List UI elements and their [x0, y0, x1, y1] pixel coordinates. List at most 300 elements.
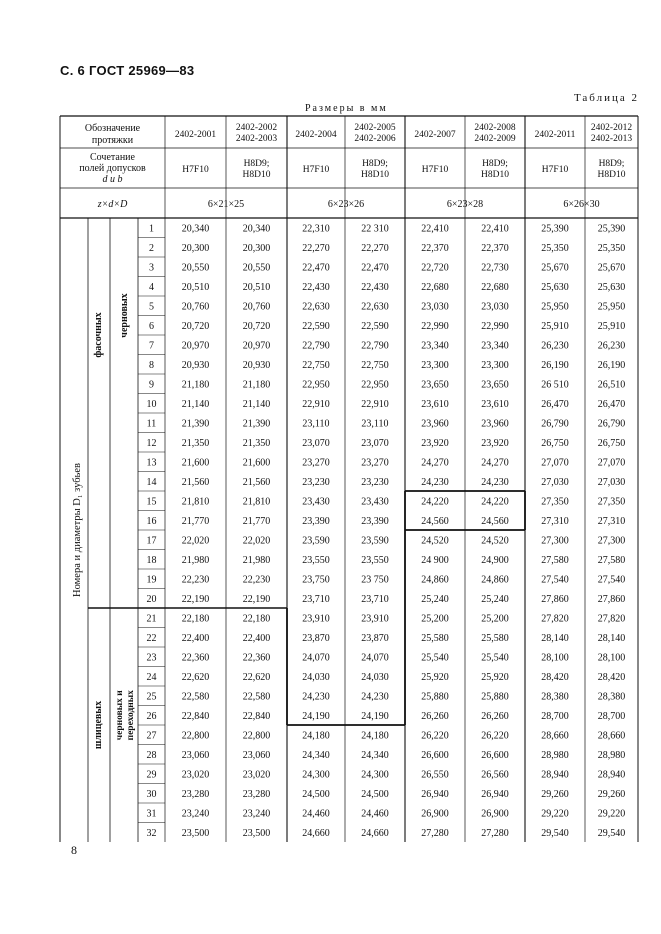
table-cell: 24,230: [421, 477, 449, 488]
designation-cell: 2402-2012: [590, 123, 633, 133]
table-cell: 24,500: [361, 789, 389, 800]
table-cell: 23,500: [242, 828, 271, 839]
table-cell: 28,700: [597, 711, 626, 722]
table-cell: 25,200: [481, 613, 509, 625]
table-cell: 26,560: [481, 769, 509, 781]
table-cell: 28,420: [597, 672, 626, 683]
table-cell: 22,840: [242, 711, 271, 722]
table-cell: 22,190: [181, 594, 210, 605]
table-cell: 26,190: [541, 360, 569, 371]
row-number: 32: [146, 828, 157, 839]
designation-cell: 2402-2013: [590, 134, 633, 144]
table-cell: 22,020: [181, 535, 210, 547]
table-cell: 23,430: [302, 496, 330, 508]
table-cell: 28,660: [541, 730, 569, 742]
table-cell: 23,650: [481, 379, 509, 391]
table-cell: 22,410: [481, 223, 509, 235]
table-cell: 26,790: [541, 418, 569, 430]
table-cell: 22,840: [181, 711, 210, 722]
table-cell: 24,180: [361, 730, 389, 742]
table-cell: 23,110: [361, 418, 389, 430]
row-number: 14: [146, 477, 157, 488]
row-number: 28: [146, 750, 157, 761]
table-cell: 27,540: [597, 574, 626, 586]
table-cell: 26,790: [597, 418, 626, 430]
table-cell: 23,070: [302, 438, 330, 449]
table-cell: 25,580: [421, 633, 449, 644]
table-cell: 20,970: [181, 340, 210, 352]
table-cell: 22,580: [242, 691, 271, 703]
table-cell: 20,720: [242, 321, 271, 332]
table-cell: 28,100: [597, 652, 626, 664]
table-cell: 23,550: [302, 555, 330, 566]
table-cell: 22,230: [181, 574, 210, 586]
table-cell: 23,910: [302, 613, 330, 625]
tolerance-cell: H7F10: [302, 165, 330, 175]
table-cell: 25,390: [597, 223, 626, 235]
table-cell: 26,190: [597, 360, 626, 371]
table-cell: 28,420: [541, 672, 569, 683]
designation-cell: 2402-2003: [235, 134, 278, 144]
tolerance-cell: H8D10: [597, 170, 626, 180]
designation-cell: 2402-2008: [474, 123, 516, 133]
table-cell: 24,860: [421, 574, 449, 586]
row-number: 16: [146, 516, 157, 527]
designation-cell: 2402-2009: [474, 134, 516, 144]
table-cell: 22,470: [302, 262, 330, 274]
table-cell: 26,260: [421, 711, 449, 722]
table-cell: 22,590: [302, 321, 330, 332]
table-cell: 23,340: [481, 340, 509, 352]
tolerance-header: d и b: [102, 174, 123, 185]
table-cell: 26 510: [541, 379, 569, 391]
table-cell: 25,950: [597, 301, 626, 313]
table-cell: 29,220: [541, 808, 569, 820]
row-number: 20: [146, 594, 157, 605]
table-cell: 20,930: [242, 360, 271, 371]
row-number: 11: [146, 418, 157, 430]
table-cell: 23,270: [302, 457, 330, 469]
table-cell: 24,460: [302, 808, 330, 820]
table-cell: 22,360: [242, 652, 271, 664]
table-cell: 23,020: [242, 769, 271, 781]
table-cell: 23,300: [421, 360, 449, 371]
table-cell: 22,630: [302, 301, 330, 313]
table-cell: 21,810: [242, 496, 271, 508]
table-cell: 21,390: [181, 418, 210, 430]
table-cell: 25,580: [481, 633, 509, 644]
table-cell: 25,880: [421, 691, 449, 703]
table-cell: 23,870: [361, 633, 389, 644]
table-cell: 27,280: [421, 828, 449, 839]
table-cell: 22,680: [481, 282, 509, 293]
table-cell: 22,270: [302, 243, 330, 254]
designation-cell: 2402-2007: [414, 130, 456, 140]
table-cell: 20,970: [242, 340, 271, 352]
table-cell: 25,910: [541, 321, 569, 332]
table-cell: 28,700: [541, 711, 569, 722]
table-cell: 29,540: [597, 828, 626, 839]
table-cell: 22,400: [242, 633, 271, 644]
table-cell: 21,350: [242, 438, 271, 449]
tolerance-cell: H8D10: [361, 170, 389, 180]
table-cell: 23,610: [481, 399, 509, 410]
table-cell: 24,660: [302, 828, 330, 839]
table-cell: 28,380: [541, 691, 569, 703]
table-cell: 26,900: [421, 808, 449, 820]
size-group: 6×26×30: [563, 199, 600, 210]
table-cell: 26,230: [597, 340, 626, 352]
table-cell: 23,920: [421, 438, 449, 449]
shlicevyh-label: шлицевых: [93, 700, 104, 750]
table-cell: 25,910: [597, 321, 626, 332]
table-cell: 21,140: [242, 399, 271, 410]
table-cell: 23,550: [361, 555, 389, 566]
table-cell: 29,540: [541, 828, 569, 839]
table-cell: 23,030: [421, 301, 449, 313]
table-cell: 26,220: [421, 730, 449, 742]
table-cell: 20,760: [181, 301, 210, 313]
table-cell: 22,950: [361, 379, 389, 391]
row-number: 31: [146, 808, 157, 820]
designation-cell: 2402-2011: [534, 130, 576, 140]
table-cell: 27,820: [541, 613, 569, 625]
table-cell: 25,390: [541, 223, 569, 235]
table-cell: 23 750: [361, 574, 389, 586]
table-cell: 22,750: [302, 360, 330, 371]
table-cell: 23,300: [481, 360, 509, 371]
fasochnyh-label: фасочных: [93, 312, 104, 358]
row-number: 8: [149, 360, 154, 371]
table-cell: 28,980: [597, 750, 626, 761]
table-cell: 28,660: [597, 730, 626, 742]
table-cell: 27,300: [597, 535, 626, 547]
table-cell: 27,820: [597, 613, 626, 625]
table-cell: 24,460: [361, 808, 389, 820]
table-cell: 22,310: [302, 223, 330, 235]
table-cell: 21,180: [242, 379, 271, 391]
table-cell: 22,410: [421, 223, 449, 235]
table-cell: 22,950: [302, 379, 330, 391]
table-cell: 22,360: [181, 652, 210, 664]
table-cell: 22,180: [242, 613, 271, 625]
table-cell: 25,670: [597, 262, 626, 274]
designation-header: Обозначение: [84, 123, 141, 134]
table-cell: 27,860: [541, 594, 569, 605]
table-cell: 23,230: [361, 477, 389, 488]
table-cell: 24,340: [302, 750, 330, 761]
table-cell: 23,030: [481, 301, 509, 313]
table-cell: 20,340: [181, 223, 210, 235]
table-cell: 20,300: [181, 243, 210, 254]
tolerance-cell: H8D10: [242, 170, 271, 180]
table-cell: 21,980: [181, 555, 210, 566]
table-cell: 24,070: [361, 652, 389, 664]
designation-cell: 2402-2004: [295, 130, 337, 140]
table-cell: 27,030: [597, 477, 626, 488]
table-cell: 26,750: [597, 438, 626, 449]
row-number: 7: [149, 340, 154, 352]
table-cell: 27,860: [597, 594, 626, 605]
row-number: 13: [146, 457, 157, 469]
table-cell: 25,670: [541, 262, 569, 274]
table-cell: 22,990: [481, 321, 509, 332]
table-cell: 23,710: [361, 594, 389, 605]
chernovyh-label: черновых: [119, 293, 130, 338]
table-cell: 23,110: [302, 418, 330, 430]
table-cell: 22,400: [181, 633, 210, 644]
table-cell: 24,520: [481, 535, 509, 547]
table-cell: 25,630: [541, 282, 569, 293]
table-cell: 22,790: [361, 340, 389, 352]
table-cell: 23,270: [361, 457, 389, 469]
table-cell: 21,980: [242, 555, 271, 566]
row-number: 27: [146, 730, 157, 742]
row-number: 21: [146, 613, 157, 625]
table-cell: 26,470: [597, 399, 626, 410]
table-cell: 24,860: [481, 574, 509, 586]
table-cell: 22,580: [181, 691, 210, 703]
table-label: Таблица 2: [573, 92, 639, 104]
table-cell: 28,940: [597, 769, 626, 781]
table-cell: 23,960: [481, 418, 509, 430]
table-cell: 24,270: [481, 457, 509, 469]
table-cell: 22,910: [302, 399, 330, 410]
row-number: 15: [146, 496, 157, 508]
table-cell: 23,070: [361, 438, 389, 449]
table-cell: 22,620: [242, 672, 271, 683]
table-cell: 21,600: [181, 457, 210, 469]
row-number: 26: [146, 711, 157, 722]
table-cell: 24,900: [481, 555, 509, 566]
table-cell: 24,030: [361, 672, 389, 683]
tolerance-cell: H7F10: [421, 165, 449, 175]
page-number: 8: [71, 843, 77, 857]
table-cell: 27,300: [541, 535, 569, 547]
table-cell: 22,430: [361, 282, 389, 293]
page-header: С. 6 ГОСТ 25969—83: [60, 63, 195, 78]
row-number: 4: [149, 282, 154, 293]
table-cell: 23,650: [421, 379, 449, 391]
row-number: 22: [146, 633, 157, 644]
table-cell: 21,140: [181, 399, 210, 410]
tolerance-cell: H7F10: [182, 165, 209, 175]
table-cell: 23,060: [242, 750, 271, 761]
table-cell: 21,770: [242, 516, 271, 527]
table-cell: 25,950: [541, 301, 569, 313]
table-cell: 21,560: [242, 477, 271, 488]
table-cell: 20,510: [181, 282, 210, 293]
table-cell: 22,800: [181, 730, 210, 742]
tolerance-cell: H8D9;: [598, 159, 625, 169]
size-header: z×d×D: [97, 199, 128, 210]
table-cell: 27,580: [541, 555, 569, 566]
table-cell: 24,500: [302, 789, 330, 800]
table-cell: 22,180: [181, 613, 210, 625]
table-cell: 24,190: [361, 711, 389, 722]
table-cell: 28,140: [597, 633, 626, 644]
row-number: 12: [146, 438, 157, 449]
table-cell: 25,880: [481, 691, 509, 703]
table-cell: 23,060: [181, 750, 210, 761]
tolerance-cell: H8D10: [481, 170, 509, 180]
table-cell: 23,870: [302, 633, 330, 644]
designation-cell: 2402-2005: [354, 123, 396, 133]
table-cell: 22,190: [242, 594, 271, 605]
row-number: 10: [146, 399, 157, 410]
row-number: 19: [146, 574, 157, 586]
table-cell: 24,230: [302, 691, 330, 703]
table-cell: 24,230: [361, 691, 389, 703]
row-number: 5: [149, 301, 154, 313]
row-number: 24: [146, 672, 157, 683]
table-cell: 24,340: [361, 750, 389, 761]
table-cell: 20,760: [242, 301, 271, 313]
table-cell: 23,430: [361, 496, 389, 508]
table-cell: 22,990: [421, 321, 449, 332]
table-cell: 23,750: [302, 574, 330, 586]
table-cell: 25,240: [481, 594, 509, 605]
table-cell: 24,220: [481, 496, 509, 508]
table-cell: 23,020: [181, 769, 210, 781]
table-cell: 22,370: [481, 243, 509, 254]
table-cell: 27,070: [597, 457, 626, 469]
table-cell: 22,370: [421, 243, 449, 254]
table-cell: 29,220: [597, 808, 626, 820]
table-cell: 23,230: [302, 477, 330, 488]
table-cell: 25,540: [421, 652, 449, 664]
table-cell: 27,580: [597, 555, 626, 566]
table-cell: 22,720: [421, 262, 449, 274]
table-cell: 25,350: [597, 243, 626, 254]
row-number: 3: [149, 262, 154, 274]
size-group: 6×21×25: [207, 199, 245, 210]
table-cell: 28,980: [541, 750, 569, 761]
table-cell: 26,600: [481, 750, 509, 761]
table-cell: 23,610: [421, 399, 449, 410]
table-cell: 27,350: [541, 496, 569, 508]
table-cell: 29,260: [597, 789, 626, 800]
table-cell: 22,430: [302, 282, 330, 293]
table-cell: 25,540: [481, 652, 509, 664]
row-number: 30: [146, 789, 157, 800]
table-cell: 22,730: [481, 262, 509, 274]
table-cell: 26,510: [597, 379, 626, 391]
tolerance-cell: H7F10: [541, 165, 569, 175]
sizes-note: Размеры в мм: [305, 103, 388, 114]
tolerance-header: Сочетание: [90, 152, 135, 163]
table-cell: 21,770: [181, 516, 210, 527]
table-cell: 21,560: [181, 477, 210, 488]
table-cell: 24,270: [421, 457, 449, 469]
table-cell: 22 310: [361, 223, 389, 235]
table-cell: 23,960: [421, 418, 449, 430]
table-cell: 20,300: [242, 243, 271, 254]
table-cell: 20,510: [242, 282, 271, 293]
row-number: 17: [146, 535, 157, 547]
table-cell: 27,540: [541, 574, 569, 586]
table-cell: 22,750: [361, 360, 389, 371]
table-cell: 20,550: [181, 262, 210, 274]
table-cell: 23,920: [481, 438, 509, 449]
table-cell: 27,030: [541, 477, 569, 488]
table-cell: 20,550: [242, 262, 271, 274]
table-cell: 24,520: [421, 535, 449, 547]
table-cell: 23,280: [181, 789, 210, 800]
table-cell: 26,550: [421, 769, 449, 781]
designation-header: протяжки: [91, 135, 134, 146]
table-cell: 26,600: [421, 750, 449, 761]
row-number: 9: [149, 379, 154, 391]
tolerance-header: полей допусков: [79, 163, 146, 174]
row-number: 1: [149, 223, 154, 235]
row-number: 2: [149, 243, 154, 254]
tolerance-cell: H8D9;: [362, 159, 388, 169]
table-cell: 29,260: [541, 789, 569, 800]
table-cell: 23,390: [302, 516, 330, 527]
size-group: 6×23×28: [446, 199, 484, 210]
table-cell: 27,310: [597, 516, 626, 527]
table-cell: 27,070: [541, 457, 569, 469]
designation-cell: 2402-2002: [235, 123, 278, 133]
table-cell: 20,930: [181, 360, 210, 371]
row-number: 25: [146, 691, 157, 703]
table-cell: 25,630: [597, 282, 626, 293]
table-cell: 24,230: [481, 477, 509, 488]
table-cell: 26,940: [481, 789, 509, 800]
table-cell: 22,230: [242, 574, 271, 586]
table-cell: 28,140: [541, 633, 569, 644]
table-cell: 21,810: [181, 496, 210, 508]
designation-cell: 2402-2001: [174, 130, 217, 140]
table-cell: 27,350: [597, 496, 626, 508]
perehodnyh-label: переходных: [126, 690, 136, 741]
table-cell: 26,220: [481, 730, 509, 742]
table-cell: 24,070: [302, 652, 330, 664]
side-label: Номера и диаметры D₁ зубьев: [72, 463, 83, 597]
table-cell: 26,750: [541, 438, 569, 449]
tolerance-cell: H8D9;: [482, 159, 508, 169]
table-cell: 22,630: [361, 301, 389, 313]
table-cell: 27,280: [481, 828, 509, 839]
table-cell: 28,100: [541, 652, 569, 664]
table-cell: 23,340: [421, 340, 449, 352]
table-cell: 24,030: [302, 672, 330, 683]
table-cell: 24,300: [361, 769, 389, 781]
table-cell: 26,230: [541, 340, 569, 352]
table-cell: 21,350: [181, 438, 210, 449]
table-cell: 21,180: [181, 379, 210, 391]
table-cell: 26,470: [541, 399, 569, 410]
table-cell: 20,720: [181, 321, 210, 332]
row-number: 23: [146, 652, 157, 664]
table-cell: 25,200: [421, 613, 449, 625]
table-cell: 28,380: [597, 691, 626, 703]
table-cell: 26,940: [421, 789, 449, 800]
table-cell: 24,560: [421, 516, 449, 527]
size-group: 6×23×26: [327, 199, 365, 210]
table-cell: 25,350: [541, 243, 569, 254]
table-cell: 24 900: [421, 555, 449, 566]
table-cell: 20,340: [242, 223, 271, 235]
table-cell: 25,920: [421, 672, 449, 683]
table-cell: 22,590: [361, 321, 389, 332]
table-cell: 21,390: [242, 418, 271, 430]
table-cell: 23,590: [361, 535, 389, 547]
table-cell: 22,800: [242, 730, 271, 742]
table-cell: 21,600: [242, 457, 271, 469]
table-cell: 23,240: [242, 808, 271, 820]
